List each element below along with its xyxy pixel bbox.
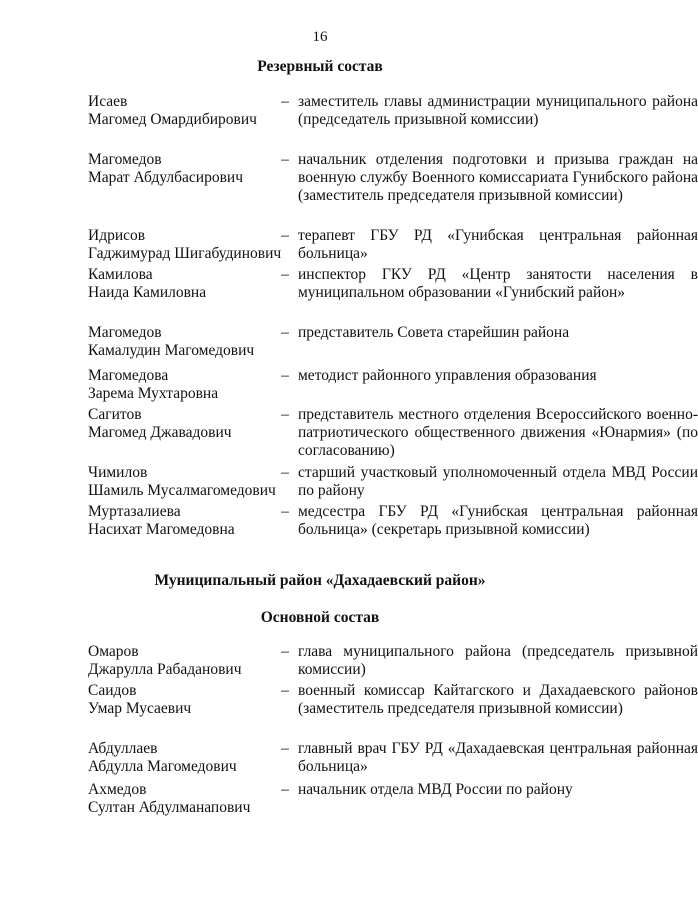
member-surname: Идрисов <box>88 227 146 244</box>
member-name <box>88 740 278 776</box>
dash: – <box>281 503 289 520</box>
member-role: военный комиссар Кайтагского и Дахадаевского районов (заместитель председателя призывной комиссии) <box>298 682 698 717</box>
dash: – <box>281 227 289 244</box>
member-name <box>88 151 278 187</box>
member-surname: Саидов <box>88 682 137 699</box>
member-surname: Муртазалиева <box>88 503 181 520</box>
member-role: старший участковый уполномоченный отдела МВД России по району <box>298 464 698 499</box>
dash: – <box>281 151 289 168</box>
dash: – <box>281 367 289 384</box>
member-given-name: Султан Абдулманапович <box>88 799 251 816</box>
section-heading-main: Основной состав <box>260 609 380 626</box>
member-given-name: Магомед Джавадович <box>88 424 232 441</box>
dash: – <box>281 682 289 699</box>
member-surname: Сагитов <box>88 406 142 423</box>
member-surname: Чимилов <box>88 464 148 481</box>
member-name <box>88 781 278 817</box>
member-given-name: Наида Камиловна <box>88 284 207 301</box>
member-surname: Исаев <box>88 93 128 110</box>
member-surname: Омаров <box>88 643 139 660</box>
member-name <box>88 464 278 500</box>
member-given-name: Зарема Мухтаровна <box>88 385 219 402</box>
member-surname: Камилова <box>88 266 153 283</box>
member-name <box>88 324 278 360</box>
member-role: представитель местного отделения Всероссийского военно-патриотического общественного движения «Юнармия» (по согласованию) <box>298 406 698 459</box>
member-given-name: Гаджимурад Шигабудинович <box>88 245 282 262</box>
member-given-name: Джарулла Рабаданович <box>88 661 242 678</box>
member-role: терапевт ГБУ РД «Гунибская центральная районная больница» <box>298 227 698 262</box>
member-surname: Магомедов <box>88 151 162 168</box>
member-surname: Магомедова <box>88 367 169 384</box>
district-heading: Муниципальный район «Дахадаевский район» <box>154 572 486 589</box>
member-role: глава муниципального района (председатель призывной комиссии) <box>298 643 698 678</box>
member-role: начальник отдела МВД России по району <box>298 781 573 798</box>
member-name <box>88 367 278 403</box>
member-name <box>88 266 278 302</box>
member-given-name: Магомед Омардибирович <box>88 111 257 128</box>
dash: – <box>281 406 289 423</box>
member-name <box>88 93 278 129</box>
member-given-name: Абдулла Магомедович <box>88 758 237 775</box>
member-surname: Абдуллаев <box>88 740 158 757</box>
dash: – <box>281 93 289 110</box>
member-name <box>88 227 282 263</box>
member-surname: Магомедов <box>88 324 162 341</box>
member-role: инспектор ГКУ РД «Центр занятости населения в муниципальном образовании «Гунибский район» <box>298 266 698 301</box>
dash: – <box>281 324 289 341</box>
member-role: заместитель главы администрации муниципального района (председатель призывной комиссии) <box>298 93 698 128</box>
member-role: начальник отделения подготовки и призыва граждан на военную службу Военного комиссариата Гунибского района (заместитель председателя призывной комиссии) <box>298 151 698 204</box>
dash: – <box>281 464 289 481</box>
member-role: медсестра ГБУ РД «Гунибская центральная районная больница» (секретарь призывной комиссии) <box>298 503 698 538</box>
member-name <box>88 406 278 442</box>
member-role: представитель Совета старейшин района <box>298 324 570 341</box>
member-name <box>88 682 278 718</box>
dash: – <box>281 740 289 757</box>
dash: – <box>281 781 289 798</box>
member-role: главный врач ГБУ РД «Дахадаевская центральная районная больница» <box>298 740 698 775</box>
member-given-name: Камалудин Магомедович <box>88 342 255 359</box>
section-heading-reserve: Резервный состав <box>257 58 383 75</box>
member-given-name: Шамиль Мусалмагомедович <box>88 482 276 499</box>
page-number: 16 <box>312 29 328 45</box>
member-given-name: Умар Мусаевич <box>88 700 192 717</box>
member-role: методист районного управления образования <box>298 367 597 384</box>
member-given-name: Марат Абдулбасирович <box>88 169 243 186</box>
member-given-name: Насихат Магомедовна <box>88 521 235 538</box>
member-surname: Ахмедов <box>88 781 147 798</box>
dash: – <box>281 643 289 660</box>
member-name <box>88 643 278 679</box>
member-name <box>88 503 278 539</box>
dash: – <box>281 266 289 283</box>
